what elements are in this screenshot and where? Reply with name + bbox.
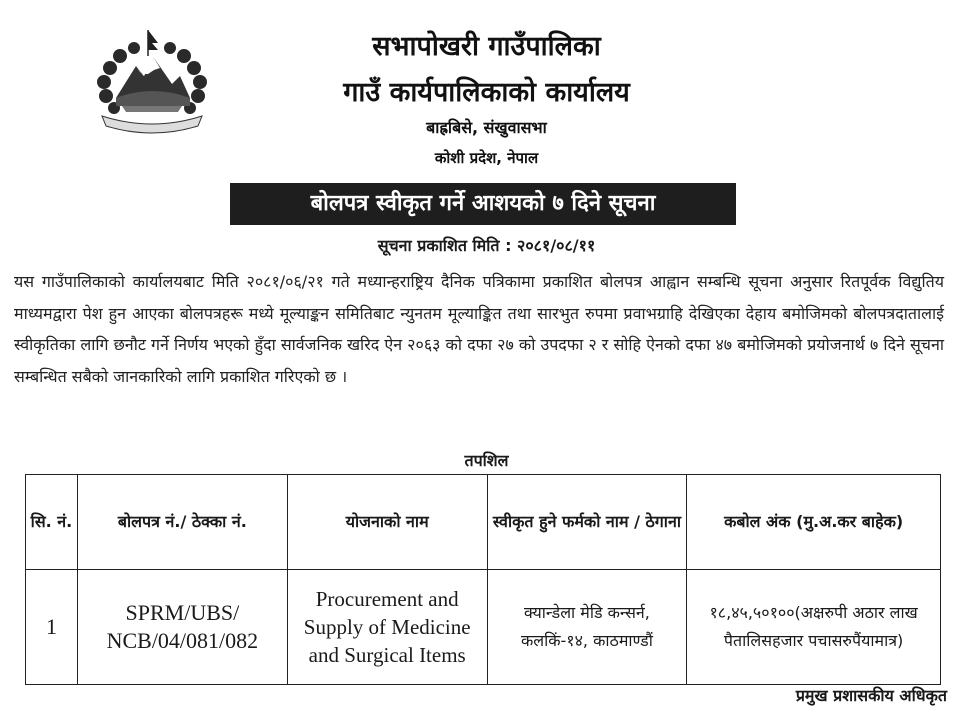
published-date: सूचना प्रकाशित मिति : २०८१/०८/११ bbox=[377, 236, 596, 255]
signatory-title: प्रमुख प्रशासकीय अधिकृत bbox=[795, 686, 947, 705]
office-name: गाउँ कार्यपालिकाको कार्यालय bbox=[343, 77, 630, 108]
schedule-table bbox=[25, 474, 941, 685]
notice-title: बोलपत्र स्वीकृत गर्ने आशयको ७ दिने सूचना bbox=[230, 183, 736, 225]
cell-project: Procurement and Supply of Medicine and Surgical Items bbox=[287, 570, 487, 685]
cell-sn: 1 bbox=[26, 570, 78, 685]
notice-body: यस गाउँपालिकाको कार्यालयबाट मिति २०८१/०६/२१ गते मध्यान्हराष्ट्रिय दैनिक पत्रिकामा प्रकाशित बोलपत्र आह्वान सम्बन्धि सूचना अनुसार रितपूर्वक विद्युतिय माध्यमद्वारा पेश हुन आएका बोलपत्रहरू मध्ये मूल्याङ्कन समितिबाट न्युनतम मूल्याङ्कित तथा सारभुत रुपमा प्रवाभग्राहि देखिएका देहाय बमोजिमको बोलपत्रदातालाई स्वीकृतिका लागि छनौट गर्ने निर्णय भएको हुँदा सार्वजनिक खरिद ऐन २०६३ को दफा २७ को उपदफा २ र सोहि ऐनको दफा ४७ बमोजिमको प्रयोजनार्थ ७ दिने सूचना सम्बन्धित सबैको जानकारिको लागि प्रकाशित गरिएको छ । bbox=[14, 272, 944, 386]
header-ref: बोलपत्र नं./ ठेक्का नं. bbox=[77, 475, 287, 570]
table-caption: तपशिल bbox=[464, 451, 509, 470]
header-firm: स्वीकृत हुने फर्मको नाम / ठेगाना bbox=[487, 475, 687, 570]
office-address: बाह्रबिसे, संखुवासभा bbox=[426, 118, 547, 137]
table-row bbox=[26, 570, 941, 685]
table-header-row bbox=[26, 475, 941, 570]
header-sn: सि. नं. bbox=[26, 475, 78, 570]
header-amount: कबोल अंक (मु.अ.कर बाहेक) bbox=[687, 475, 941, 570]
cell-amount: १८,४५,५०१००(अक्षरुपी अठार लाख पैतालिसहजार पचासरुपैंयामात्र) bbox=[687, 570, 941, 685]
office-province: कोशी प्रदेश, नेपाल bbox=[434, 149, 539, 167]
cell-ref: SPRM/UBS/ NCB/04/081/082 bbox=[77, 570, 287, 685]
municipality-name: सभापोखरी गाउँपालिका bbox=[372, 31, 601, 62]
cell-firm: क्यान्डेला मेडि कन्सर्न, कलकिं-१४, काठमाण्डौं bbox=[487, 570, 687, 685]
header-project: योजनाको नाम bbox=[287, 475, 487, 570]
